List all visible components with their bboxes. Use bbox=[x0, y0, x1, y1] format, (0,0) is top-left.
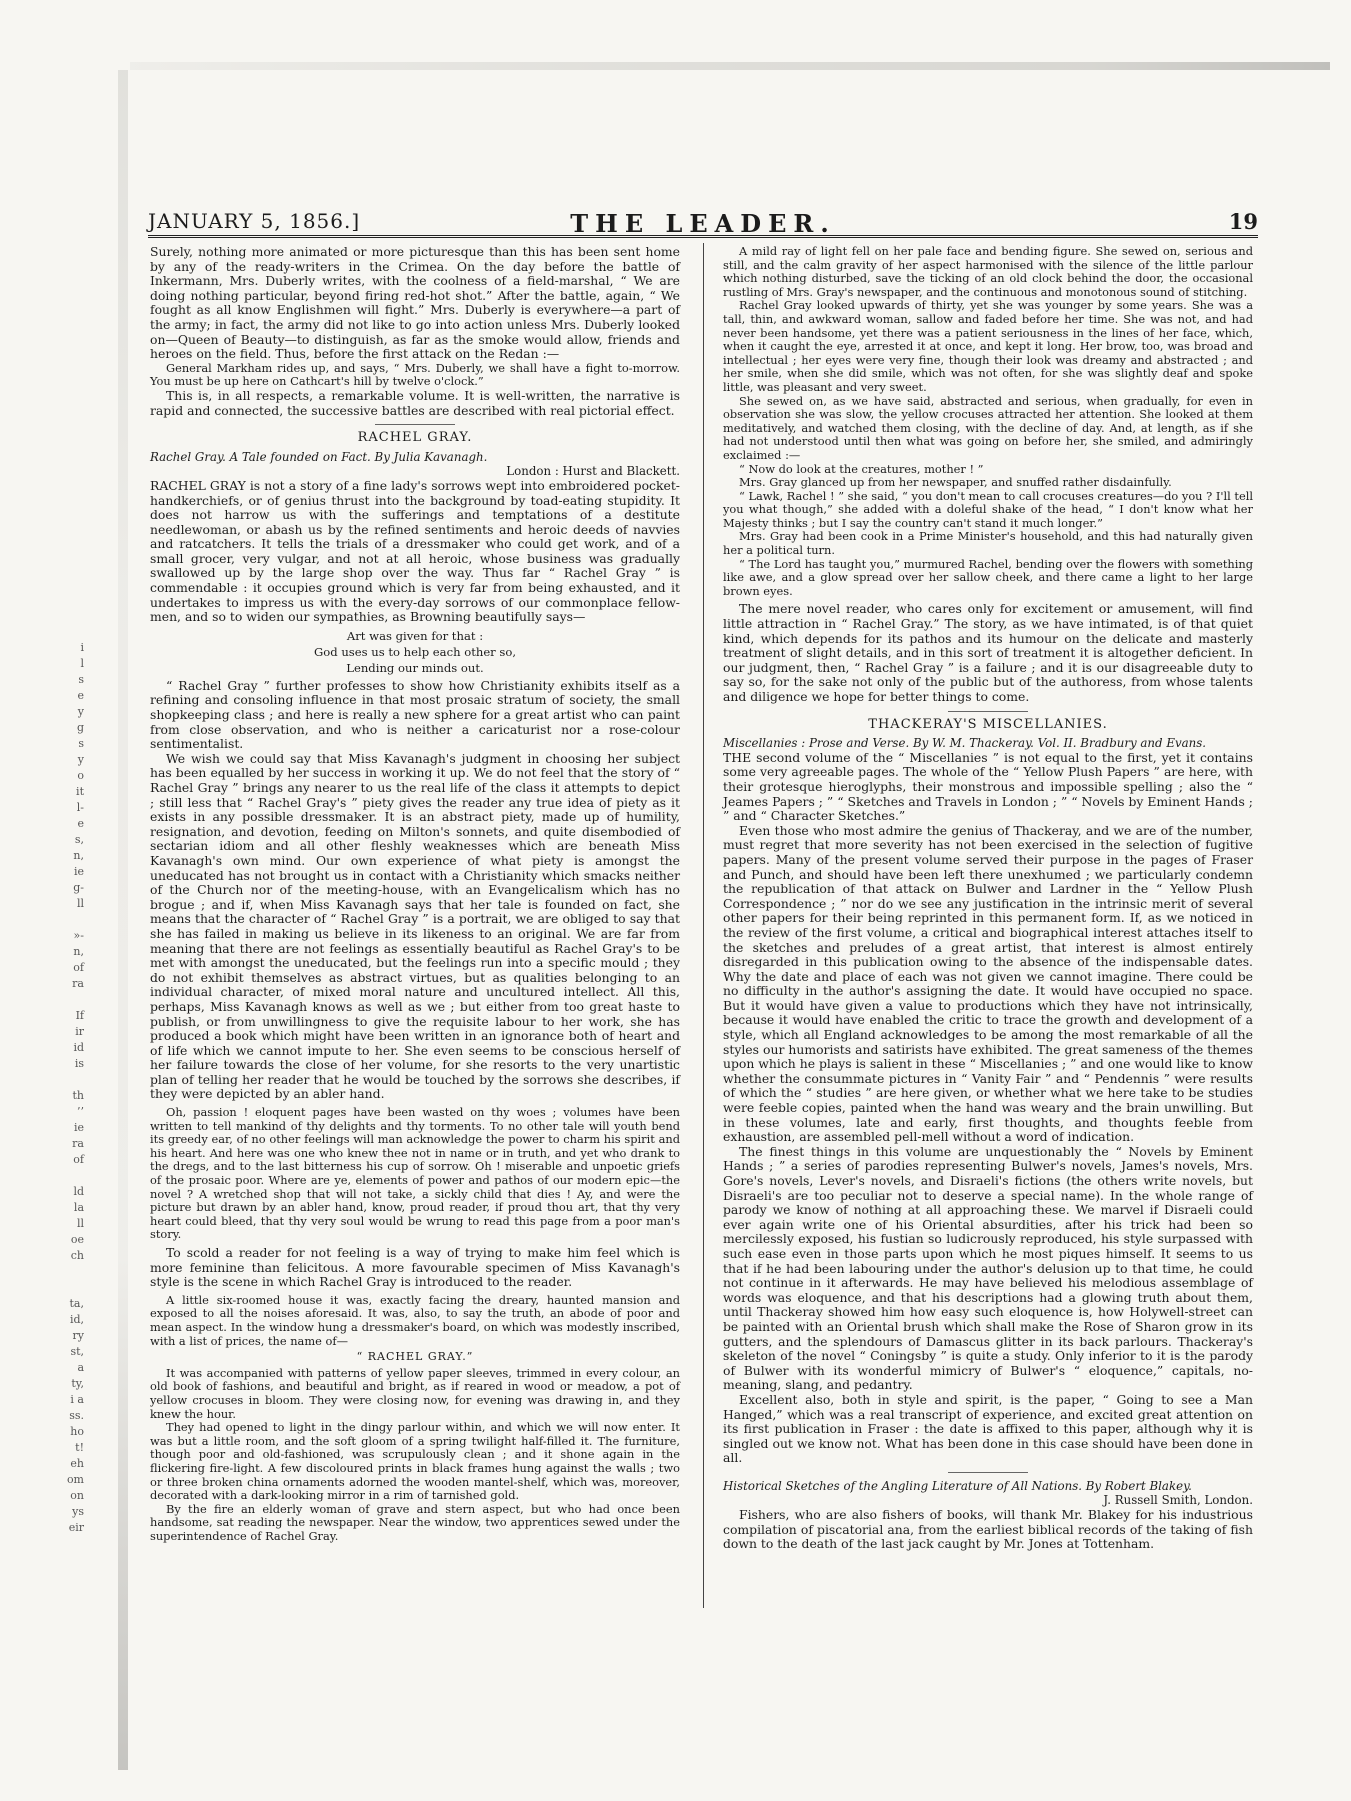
extract-paragraph: She sewed on, as we have said, abstracted and serious, when gradually, for even in observation she was slow, the yellow crocuses attracted her attention. She looked at them meditatively, and watched them closing, with the decline of day. And, at length, as if she had not understood until then what was going on before her, she smiled, and admiringly exclaimed :— bbox=[723, 393, 1253, 462]
article-paragraph: THE second volume of the “ Miscellanies ” is not equal to the first, yet it contains some very agreeable pages. The whole of the “ Yellow Plush Papers ” are here, with their grotesque hieroglyphs, their monstrous and impossible spelling ; also the “ Jeames Papers ; ” “ Sketches and Travels in London ; ” “ Novels by Eminent Hands ; ” and “ Character Sketches.” bbox=[723, 749, 1253, 824]
article-paragraph: We wish we could say that Miss Kavanagh's judgment in choosing her subject has been equalled by her success in working it up. We do not feel that the story of “ Rachel Gray ” brings any nearer to us the real life of the class it attempts to depict ; still less that “ Rachel Gray's ” piety gives the reader any true idea of piety as it exists in any possible dressmaker. It is an abstract piety, made up of humility, resignation, and devotion, feeding on Milton's sonnets, and quite disembodied of sectarian idiom and all other fleshly weaknesses which are beneath Miss Kavanagh's own mind. Our own experience of what piety is amongst the uneducated has not brought us in contact with a Christianity which smacks neither of the Church nor of the meeting-house, with an Evangelicalism which has no brogue ; and if, when Miss Kavanagh says that her tale is founded on fact, she means that the character of “ Rachel Gray ” is a portrait, we are obliged to say that she has failed in making us believe in its likeness to an original. We are far from meaning that there are not feelings as essentially beautiful as Rachel Gray's to be met with amongst the uneducated, but the feelings run into a specific mould ; they do not exhibit themselves as abstract virtues, but as qualities belonging to an individual character, of mixed moral nature and uncultured intellect. All this, perhaps, Miss Kavanagh knows as well as we ; but either from too great haste to publish, or from unwillingness to give the requisite labour to her work, she has produced a book which might have been written in an ignorance both of heart and of life which we cannot impute to her. She even seems to be conscious herself of her failure towards the close of her volume, for she resorts to the very unartistic plan of telling her reader that he would be touched by the sorrows she describes, if they were depicted by an abler hand. bbox=[150, 750, 680, 1102]
bleed-fragment: l- bbox=[76, 801, 84, 814]
bleed-fragment: oe bbox=[70, 1233, 84, 1246]
bleed-fragment: g- bbox=[73, 881, 84, 894]
newspaper-title: THE LEADER. bbox=[570, 209, 836, 238]
bleed-fragment: ie bbox=[73, 865, 84, 878]
article-paragraph: Surely, nothing more animated or more picturesque than this has been sent home by any of the ready-writers in the Crimea. On the day before the battle of Inkermann, Mrs. Duberly writes, with the coolness of a field-marshal, “ We are doing nothing particular, beyond firing red-hot shot.” After the battle, again, “ We fought as all know Englishmen will fight.” Mrs. Duberly is everywhere—a part of the army; in fact, the army did not like to go into action unless Mrs. Duberly looked on—Queen of Beauty—to distinguish, as far as the smoke would allow, friends and heroes on the field. Thus, before the first attack on the Redan :— bbox=[150, 244, 680, 362]
dressmaker-signboard: “ RACHEL GRAY.” bbox=[356, 1350, 474, 1364]
article-paragraph: RACHEL GRAY is not a story of a fine lady's sorrows wept into embroidered pocket-handkerchiefs, or of genius thrust into the background by toad-eating stupidity. It does not harrow us with the sufferings and temptations of a destitute needlewoman, or abash us by the refined sentiments and heroic deeds of navvies and ratcatchers. It tells the trials of a dressmaker who could get work, and of a small grocer, very vulgar, and not at all heroic, whose business was gradually swallowed up by the large shop over the way. Thus far “ Rachel Gray ” is commendable : it occupies ground which is very far from being exhausted, and it undertakes to impress us with the every-day sorrows of our commonplace fellow-men, and so to widen our sympathies, as Browning beautifully says— bbox=[150, 477, 680, 625]
bleed-fragment: is bbox=[74, 1057, 84, 1070]
bleed-fragment bbox=[50, 912, 84, 928]
section-heading-thackeray: THACKERAY'S MISCELLANIES. bbox=[868, 716, 1108, 732]
publisher-line: London : Hurst and Blackett. bbox=[506, 464, 680, 479]
bleed-fragment bbox=[50, 1168, 84, 1184]
article-paragraph: Fishers, who are also fishers of books, will thank Mr. Blakey for his industrious compilation of piscatorial ana, from the earliest biblical records of the taking of fish down to the death of the last jack caught by Mr. Jones at Tottenham. bbox=[723, 1507, 1253, 1552]
bleed-fragment: eh bbox=[70, 1457, 84, 1470]
bleed-fragment: la bbox=[73, 1201, 84, 1214]
publisher-line: J. Russell Smith, London. bbox=[1103, 1493, 1253, 1508]
article-paragraph: The mere novel reader, who cares only for excitement or amusement, will find little attraction in “ Rachel Gray.” The story, as we have intimated, is of that quiet kind, which depends for its pathos and its humour on the delicate and masterly treatment of slight details, and in this sort of treatment it is altogether deficient. In our judgment, then, “ Rachel Gray ” is a failure ; and it is our disagreeable duty to say so, for the sake not only of the public but of the authoress, from whose talents and diligence we hope for better things to come. bbox=[723, 601, 1253, 704]
bleed-fragment: ch bbox=[70, 1249, 84, 1262]
bleed-fragment: ys bbox=[72, 1505, 84, 1518]
bleed-fragment: th bbox=[72, 1089, 84, 1102]
bleed-fragment: st, bbox=[70, 1345, 84, 1358]
issue-date: JANUARY 5, 1856.] bbox=[148, 209, 361, 233]
bleed-fragment: y bbox=[77, 705, 84, 718]
bleed-fragment: g bbox=[76, 721, 84, 734]
scan-edge-top bbox=[130, 62, 1330, 70]
right-column bbox=[723, 245, 1253, 1552]
bleed-fragment: ld bbox=[73, 1185, 84, 1198]
left-column bbox=[150, 245, 680, 1543]
extract-paragraph: General Markham rides up, and says, “ Mrs. Duberly, we shall have a fight to-morrow. You must be up here on Cathcart's hill by twelve o'clock.” bbox=[150, 360, 680, 389]
bleed-fragment: it bbox=[76, 785, 84, 798]
bleed-fragment: o bbox=[77, 769, 84, 782]
section-rule bbox=[948, 711, 1028, 712]
article-paragraph: Excellent also, both in style and spirit, is the paper, “ Going to see a Man Hanged,” which was a real transcript of experience, and excited great attention on its first publication in Fraser : the date is affixed to this paper, although why it is singled out we know not. What has been done in this case should have been done in all. bbox=[723, 1391, 1253, 1466]
bibliographic-line bbox=[150, 450, 680, 465]
bleed-fragment: eir bbox=[68, 1521, 84, 1534]
bleed-fragment: If bbox=[75, 1009, 84, 1022]
margin-bleed-through bbox=[50, 640, 84, 1536]
page-header bbox=[148, 209, 1258, 238]
article-paragraph: To scold a reader for not feeling is a way of trying to make him feel which is more feminine than felicitous. A more favourable specimen of Miss Kavanagh's style is the scene in which Rachel Gray is introduced to the reader. bbox=[150, 1245, 680, 1290]
bleed-fragment: s bbox=[78, 737, 84, 750]
bleed-fragment: e bbox=[77, 817, 84, 830]
section-rule bbox=[948, 1472, 1028, 1473]
book-citation: Miscellanies : Prose and Verse. By W. M. Thackeray. Vol. II. Bradbury and Evans. bbox=[723, 736, 1207, 751]
bleed-fragment: i a bbox=[70, 1393, 84, 1406]
bleed-fragment: on bbox=[70, 1489, 84, 1502]
bleed-fragment: ll bbox=[76, 1217, 84, 1230]
bleed-fragment: ry bbox=[72, 1329, 84, 1342]
verse-block bbox=[150, 629, 680, 675]
extract-paragraph: Mrs. Gray glanced up from her newspaper, and snuffed rather disdainfully. bbox=[739, 475, 1172, 490]
extract-paragraph: Oh, passion ! eloquent pages have been wasted on thy woes ; volumes have been written to tell mankind of thy delights and thy torments. To no other tale will youth bend its greedy ear, of no other feelings will man acknowledge the power to charm his spirit and his heart. And here was one who knew thee not in name or in truth, and yet who drank to the dregs, and to the last bitterness his cup of sorrow. Oh ! miserable and unpoetic griefs of the prosaic poor. Where are ye, elements of power and pathos of our modern epic—the novel ? A wretched shop that will not take, a sickly child that dies ! Ay, and were the picture but drawn by an abler hand, know, proud reader, if proud thou art, that thy very heart could bleed, that thy very soul would be wrung to read this page from a poor man's story. bbox=[150, 1105, 680, 1242]
bibliographic-line bbox=[723, 1479, 1253, 1494]
book-citation: Rachel Gray. A Tale founded on Fact. By Julia Kavanagh. bbox=[150, 449, 488, 464]
bleed-fragment: id, bbox=[69, 1313, 84, 1326]
article-paragraph: This is, in all respects, a remarkable volume. It is well-written, the narrative is rapid and connected, the successive battles are described with real pictorial effect. bbox=[150, 387, 680, 418]
bleed-fragment: n, bbox=[73, 849, 84, 862]
header-rule bbox=[148, 235, 1258, 238]
verse-line: Art was given for that : bbox=[346, 628, 484, 643]
bleed-fragment: »- bbox=[73, 929, 84, 942]
verse-line: God uses us to help each other so, bbox=[313, 644, 517, 659]
bleed-fragment: ra bbox=[72, 977, 84, 990]
bleed-fragment: ss. bbox=[69, 1409, 84, 1422]
verse-line: Lending our minds out. bbox=[346, 660, 484, 675]
bleed-fragment: y bbox=[77, 753, 84, 766]
extract-paragraph: By the fire an elderly woman of grave and stern aspect, but who had once been handsome, sat reading the newspaper. Near the window, two apprentices sewed under the superintendence of Rachel Gray. bbox=[150, 1501, 680, 1543]
bleed-fragment bbox=[50, 1264, 84, 1280]
bleed-fragment: n, bbox=[73, 945, 84, 958]
bleed-fragment: t! bbox=[75, 1441, 84, 1454]
bleed-fragment bbox=[50, 992, 84, 1008]
article-paragraph: The finest things in this volume are unquestionably the “ Novels by Eminent Hands ; ” a series of parodies representing Bulwer's novels, James's novels, Mrs. Gore's novels, Lever's novels, and Disraeli's fictions (the others write novels, but Disraeli's are too peculiar not to deserve a special name). In the whole range of parody we know of nothing at all approaching these. We marvel if Disraeli could ever again write one of his Oriental absurdities, after his trick had been so mercilessly exposed, his fustian so ludicrously reproduced, his style surpassed with such ease even in those parts upon which he most piques himself. It seems to us that if he had been labouring under the author's delusion up to that time, he could not continue in it afterwards. He may have believed his melodious assemblage of words was eloquence, and that his descriptions had a glowing truth about them, until Thackeray showed him how easy such eloquence is, how Holywell-street can be painted with an Oriental brush which shall make the Rose of Sharon grow in its gutters, and the splendours of Damascus glitter in its back parlours. Thackeray's skeleton of the novel “ Coningsby ” is quite a study. Only inferior to it is the parody of Bulwer with its wonderful mimicry of Bulwer's “ eloquence,” capitals, no-meaning, slang, and pedantry. bbox=[723, 1143, 1253, 1393]
extract-paragraph: “ Lawk, Rachel ! ” she said, “ you don't mean to call crocuses creatures—do you ? I'll tell you what though,” she added with a doleful shake of the head, “ I don't know what her Majesty thinks ; but I say the country can't stand it much longer.” bbox=[723, 488, 1254, 530]
bleed-fragment: of bbox=[73, 1153, 84, 1166]
bibliographic-line bbox=[723, 736, 1253, 751]
bleed-fragment: l bbox=[80, 657, 84, 670]
bleed-fragment bbox=[50, 1072, 84, 1088]
bleed-fragment: ho bbox=[70, 1425, 84, 1438]
extract-paragraph: “ The Lord has taught you,” murmured Rachel, bending over the flowers with something like awe, and a glow spread over her sallow cheek, and there came a light to her large brown eyes. bbox=[723, 556, 1253, 598]
extract-paragraph: Rachel Gray looked upwards of thirty, yet she was younger by some years. She was a tall, thin, and awkward woman, sallow and faded before her time. She was not, and had never been handsome, yet there was a patient seriousness in the lines of her face, which, when it caught the eye, arrested it at once, and kept it long. Her brow, too, was broad and intellectual ; her eyes were very fine, though their look was dreamy and abstracted ; and her smile, when she did smile, which was not often, for she was slightly deaf and spoke little, was pleasant and very sweet. bbox=[723, 298, 1253, 394]
extract-paragraph: “ Now do look at the creatures, mother ! ” bbox=[739, 461, 984, 476]
bleed-fragment: ty, bbox=[71, 1377, 84, 1390]
extract-paragraph: A little six-roomed house it was, exactly facing the dreary, haunted mansion and exposed to all the noises aforesaid. It was, also, to say the truth, an abode of poor and mean aspect. In the window hung a dressmaker's board, on which was modestly inscribed, with a list of prices, the name of— bbox=[150, 1292, 680, 1348]
bleed-fragment: s, bbox=[74, 833, 84, 846]
section-heading-rachel-gray: RACHEL GRAY. bbox=[357, 430, 473, 446]
bleed-fragment: ll bbox=[76, 897, 84, 910]
extract-paragraph: It was accompanied with patterns of yellow paper sleeves, trimmed in every colour, an old book of fashions, and beautiful and bright, as if reared in wood or meadow, a pot of yellow crocuses in bloom. They were closing now, for evening was drawing in, and they knew the hour. bbox=[150, 1365, 680, 1421]
bleed-fragment: id bbox=[73, 1041, 84, 1054]
bleed-fragment: a bbox=[77, 1361, 84, 1374]
section-rule bbox=[375, 424, 455, 425]
bleed-fragment: of bbox=[73, 961, 84, 974]
bleed-fragment: ir bbox=[75, 1025, 84, 1038]
column-divider bbox=[703, 243, 704, 1608]
bleed-fragment: om bbox=[66, 1473, 84, 1486]
article-paragraph: “ Rachel Gray ” further professes to show how Christianity exhibits itself as a refining and consoling influence in that most prosaic stratum of society, the small shopkeeping class ; and here is really a new sphere for a great artist who can paint from close observation, and who is neither a caricaturist nor a rose-colour sentimentalist. bbox=[150, 677, 680, 752]
article-paragraph: Even those who most admire the genius of Thackeray, and we are of the number, must regret that more severity has not been exercised in the selection of fugitive papers. Many of the present volume served their purpose in the pages of Fraser and Punch, and should have been left there unexhumed ; we particularly condemn the republication of that attack on Bulwer and Lardner in the “ Yellow Plush Correspondence ; ” nor do we see any justification in the intrinsic merit of several other papers for their being reprinted in this permanent form. If, as we noticed in the review of the first volume, a critical and biographical interest attaches itself to the sketches and preludes of a great artist, that interest is almost entirely disregarded in this publication owing to the absence of the indispensable dates. Why the date and place of each was not given we cannot imagine. There could be no difficulty in the author's assigning the date. It would have occupied no space. But it would have given a value to productions which they have not intrinsically, because it would have enabled the critic to trace the growth and development of a style, which all England acknowledges to be among the most remarkable of all the styles our humorists and satirists have exhibited. The great sameness of the themes upon which he plays is salient in these “ Miscellanies ; ” and one would like to know whether the consummate pictures in “ Vanity Fair ” and “ Pendennis ” were results of which the “ studies ” are here given, or whether what we here take to be studies were feeble copies, painted when the hand was weary and the brain unwilling. But in these volumes, late and early, first thoughts, and thoughts feeble from exhaustion, are assembled pell-mell without a word of indication. bbox=[723, 822, 1253, 1145]
bleed-fragment: s bbox=[78, 673, 84, 686]
bleed-fragment: ’’ bbox=[77, 1105, 84, 1118]
bleed-fragment: ra bbox=[72, 1137, 84, 1150]
extract-paragraph: Mrs. Gray had been cook in a Prime Minister's household, and this had naturally given her a political turn. bbox=[723, 529, 1253, 558]
extract-paragraph: A mild ray of light fell on her pale face and bending figure. She sewed on, serious and still, and the calm gravity of her aspect harmonised with the silence of the little parlour which nothing disturbed, save the ticking of an old clock behind the door, the occasional rustling of Mrs. Gray's newspaper, and the continuous and monotonous sound of stitching. bbox=[723, 244, 1253, 299]
page-number: 19 bbox=[1228, 209, 1258, 234]
bleed-fragment: ta, bbox=[69, 1297, 84, 1310]
book-citation: Historical Sketches of the Angling Literature of All Nations. By Robert Blakey. bbox=[723, 1478, 1192, 1493]
extract-paragraph: They had opened to light in the dingy parlour within, and which we will now enter. It was but a little room, and the soft gloom of a spring twilight half-filled it. The furniture, though poor and old-fashioned, was scrupulously clean ; and it shone again in the flickering fire-light. A few discoloured prints in black frames hung against the walls ; two or three broken china ornaments adorned the wooden mantel-shelf, which was, moreover, decorated with a dark-looking mirror in a rim of tarnished gold. bbox=[150, 1420, 680, 1503]
bleed-fragment: e bbox=[77, 689, 84, 702]
bleed-fragment: i bbox=[80, 641, 84, 654]
bleed-fragment bbox=[50, 1280, 84, 1296]
scan-edge-left bbox=[118, 70, 128, 1770]
bleed-fragment: ie bbox=[73, 1121, 84, 1134]
